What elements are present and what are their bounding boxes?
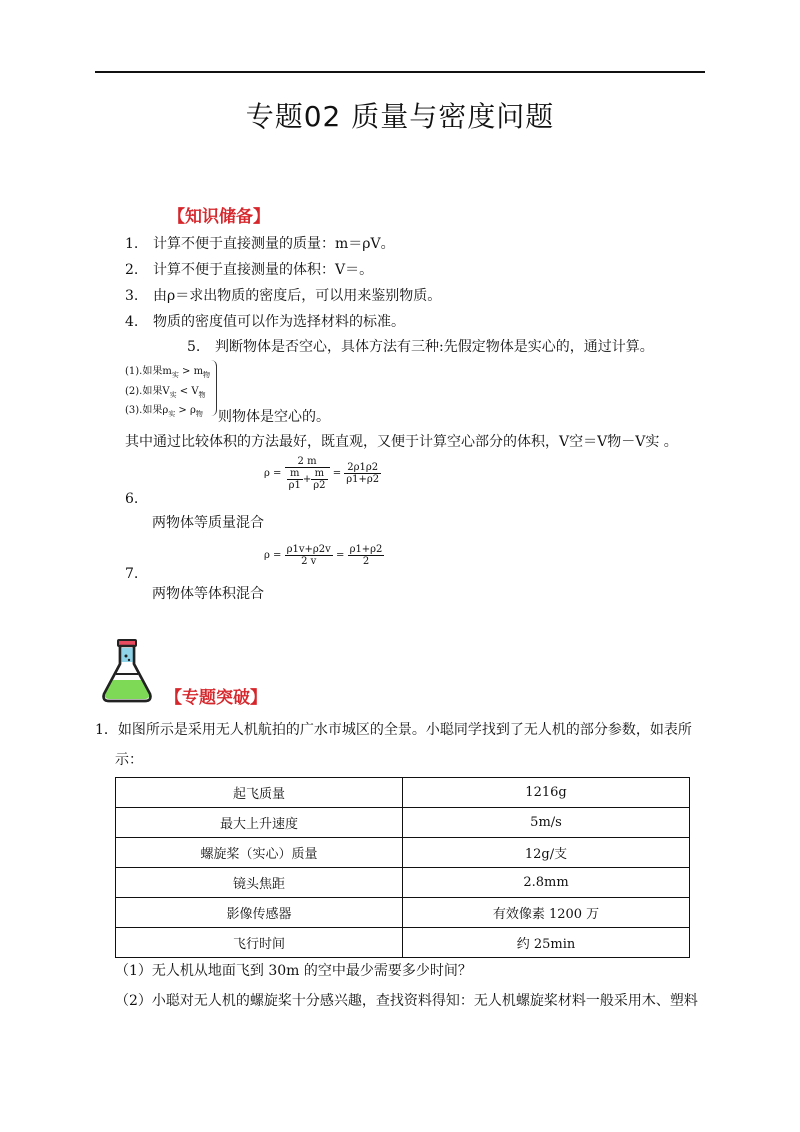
- drone-parameter-table: [115, 777, 690, 958]
- knowledge-item-3: [125, 285, 441, 305]
- condition-2: (2).如果$V_实 < V_物$: [125, 386, 206, 399]
- knowledge-item-2: [125, 259, 373, 279]
- table-row: [116, 868, 690, 898]
- page-title: 专题02 质量与密度问题: [245, 100, 555, 133]
- table-row: [116, 778, 690, 808]
- knowledge-item-1: [125, 233, 395, 253]
- item-7-text: 两物体等体积混合: [152, 586, 264, 602]
- formula-equal-volume: ρ = $\frac{\rho 1v+\rho 2v}{2 v}$ = $\frac{\rho 1+\rho 2}{2}$: [264, 544, 383, 567]
- item-6-number: 6.: [125, 491, 139, 507]
- knowledge-item-5: [187, 336, 654, 356]
- table-cell: 影像传感器: [116, 898, 403, 928]
- table-cell: 飞行时间: [116, 928, 403, 958]
- item-number: 3.: [125, 288, 139, 304]
- table-cell: 有效像素 1200 万: [403, 898, 690, 928]
- sub-question-1: （1）无人机从地面飞到 30m 的空中最少需要多少时间？: [115, 963, 472, 979]
- condition-3: (3).如果$\rho_实 > \rho_物$: [125, 405, 203, 418]
- table-cell: 镜头焦距: [116, 868, 403, 898]
- table-cell: 1216g: [403, 778, 690, 808]
- table-cell: 约 25min: [403, 928, 690, 958]
- top-rule: [95, 71, 705, 73]
- table-row: [116, 928, 690, 958]
- item-text: 物质的密度值可以作为选择材料的标准。: [153, 314, 405, 330]
- knowledge-heading: 【知识储备】: [168, 207, 270, 227]
- item-text: 计算不便于直接测量的质量：m＝ρV。: [153, 236, 395, 252]
- item-text: 计算不便于直接测量的体积：V＝。: [153, 262, 374, 278]
- item-number: 4.: [125, 314, 139, 330]
- question-1-line-2: 示：: [115, 752, 143, 768]
- item-number: 2.: [125, 262, 139, 278]
- item-7-number: 7.: [125, 566, 139, 582]
- conclusion-text: 则物体是空心的。: [218, 409, 330, 425]
- table-cell: 5m/s: [403, 808, 690, 838]
- knowledge-item-4: [125, 311, 405, 331]
- question-1-line-1: 1．如图所示是采用无人机航拍的广水市城区的全景。小聪同学找到了无人机的部分参数，如表所: [95, 722, 692, 738]
- table-row: [116, 808, 690, 838]
- sub-question-2: （2）小聪对无人机的螺旋桨十分感兴趣，查找资料得知：无人机螺旋桨材料一般采用木、塑料: [115, 993, 698, 1009]
- item-number: 1.: [125, 236, 139, 252]
- item-text: 由ρ＝求出物质的密度后，可以用来鉴别物质。: [153, 288, 442, 304]
- table-cell: 螺旋桨（实心）质量: [116, 838, 403, 868]
- item-6-text: 两物体等质量混合: [152, 515, 264, 531]
- item-text: 判断物体是否空心，具体方法有三种:先假定物体是实心的，通过计算。: [215, 339, 654, 355]
- table-cell: 最大上升速度: [116, 808, 403, 838]
- table-cell: 12g/支: [403, 838, 690, 868]
- breakthrough-heading: 【专题突破】: [165, 688, 267, 708]
- table-row: [116, 838, 690, 868]
- condition-brace: [210, 360, 217, 416]
- flask-icon: [100, 638, 154, 704]
- best-method-text: 其中通过比较体积的方法最好，既直观，又便于计算空心部分的体积，V空＝V物－V实 。: [125, 434, 678, 450]
- item-number: 5.: [187, 339, 201, 355]
- formula-equal-mass: ρ = 2 m $\frac{m}{\rho 1}$ + $\frac{m}{\rho 2}$ = $\frac{2\rho 1\rho 2}{\rho 1+\rho 2}$: [264, 456, 380, 491]
- table-cell: 2.8mm: [403, 868, 690, 898]
- table-cell: 起飞质量: [116, 778, 403, 808]
- table-row: [116, 898, 690, 928]
- condition-1: (1).如果$m_实 > m_物$: [125, 366, 211, 379]
